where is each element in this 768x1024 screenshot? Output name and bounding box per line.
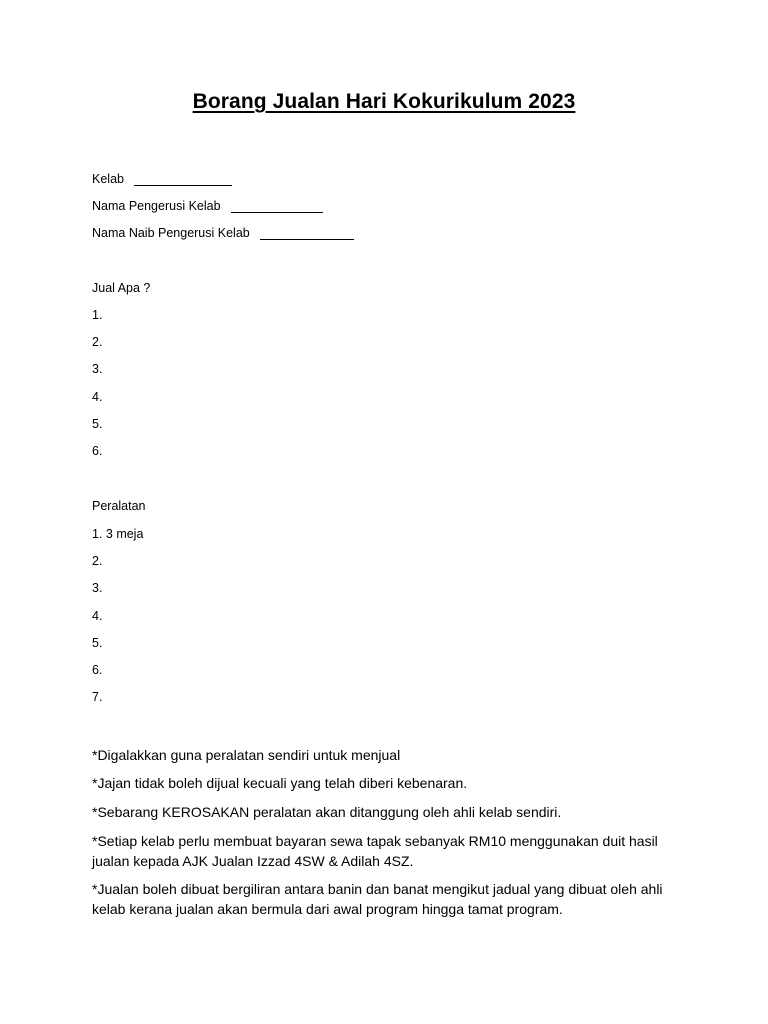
pengerusi-input-line[interactable] [231, 200, 323, 213]
note-2: *Jajan tidak boleh dijual kecuali yang telah diberi kebenaran. [92, 775, 468, 791]
list-item: 1. 3 meja [92, 527, 144, 541]
note-1: *Digalakkan guna peralatan sendiri untuk menjual [92, 747, 401, 763]
jual-apa-heading: Jual Apa ? [92, 281, 151, 295]
field-nama-pengerusi [92, 199, 323, 213]
peralatan-heading: Peralatan [92, 499, 146, 513]
field-label: Kelab [92, 172, 124, 186]
note-3: *Sebarang KEROSAKAN peralatan akan ditanggung oleh ahli kelab sendiri. [92, 804, 562, 820]
field-kelab [92, 172, 232, 186]
page-title: Borang Jualan Hari Kokurikulum 2023 [192, 90, 576, 113]
field-label: Nama Pengerusi Kelab [92, 199, 221, 213]
list-item: 3. [92, 362, 103, 376]
list-item: 3. [92, 581, 103, 595]
list-item: 5. [92, 636, 103, 650]
list-item: 7. [92, 690, 103, 704]
list-item: 4. [92, 609, 103, 623]
list-item: 6. [92, 663, 103, 677]
note-5: *Jualan boleh dibuat bergiliran antara banin dan banat mengikut jadual yang dibuat oleh ahli kelab kerana jualan akan bermula dari awal program hingga tamat program. [92, 881, 663, 917]
list-item: 2. [92, 335, 103, 349]
kelab-input-line[interactable] [134, 173, 232, 186]
list-item: 2. [92, 554, 103, 568]
field-nama-naib-pengerusi [92, 226, 354, 240]
field-label: Nama Naib Pengerusi Kelab [92, 226, 250, 240]
list-item: 5. [92, 417, 103, 431]
list-item: 4. [92, 390, 103, 404]
list-item: 1. [92, 308, 103, 322]
list-item: 6. [92, 444, 103, 458]
naib-pengerusi-input-line[interactable] [260, 227, 354, 240]
note-4: *Setiap kelab perlu membuat bayaran sewa tapak sebanyak RM10 menggunakan duit hasil jualan kepada AJK Jualan Izzad 4SW & Adilah 4SZ. [92, 833, 658, 869]
